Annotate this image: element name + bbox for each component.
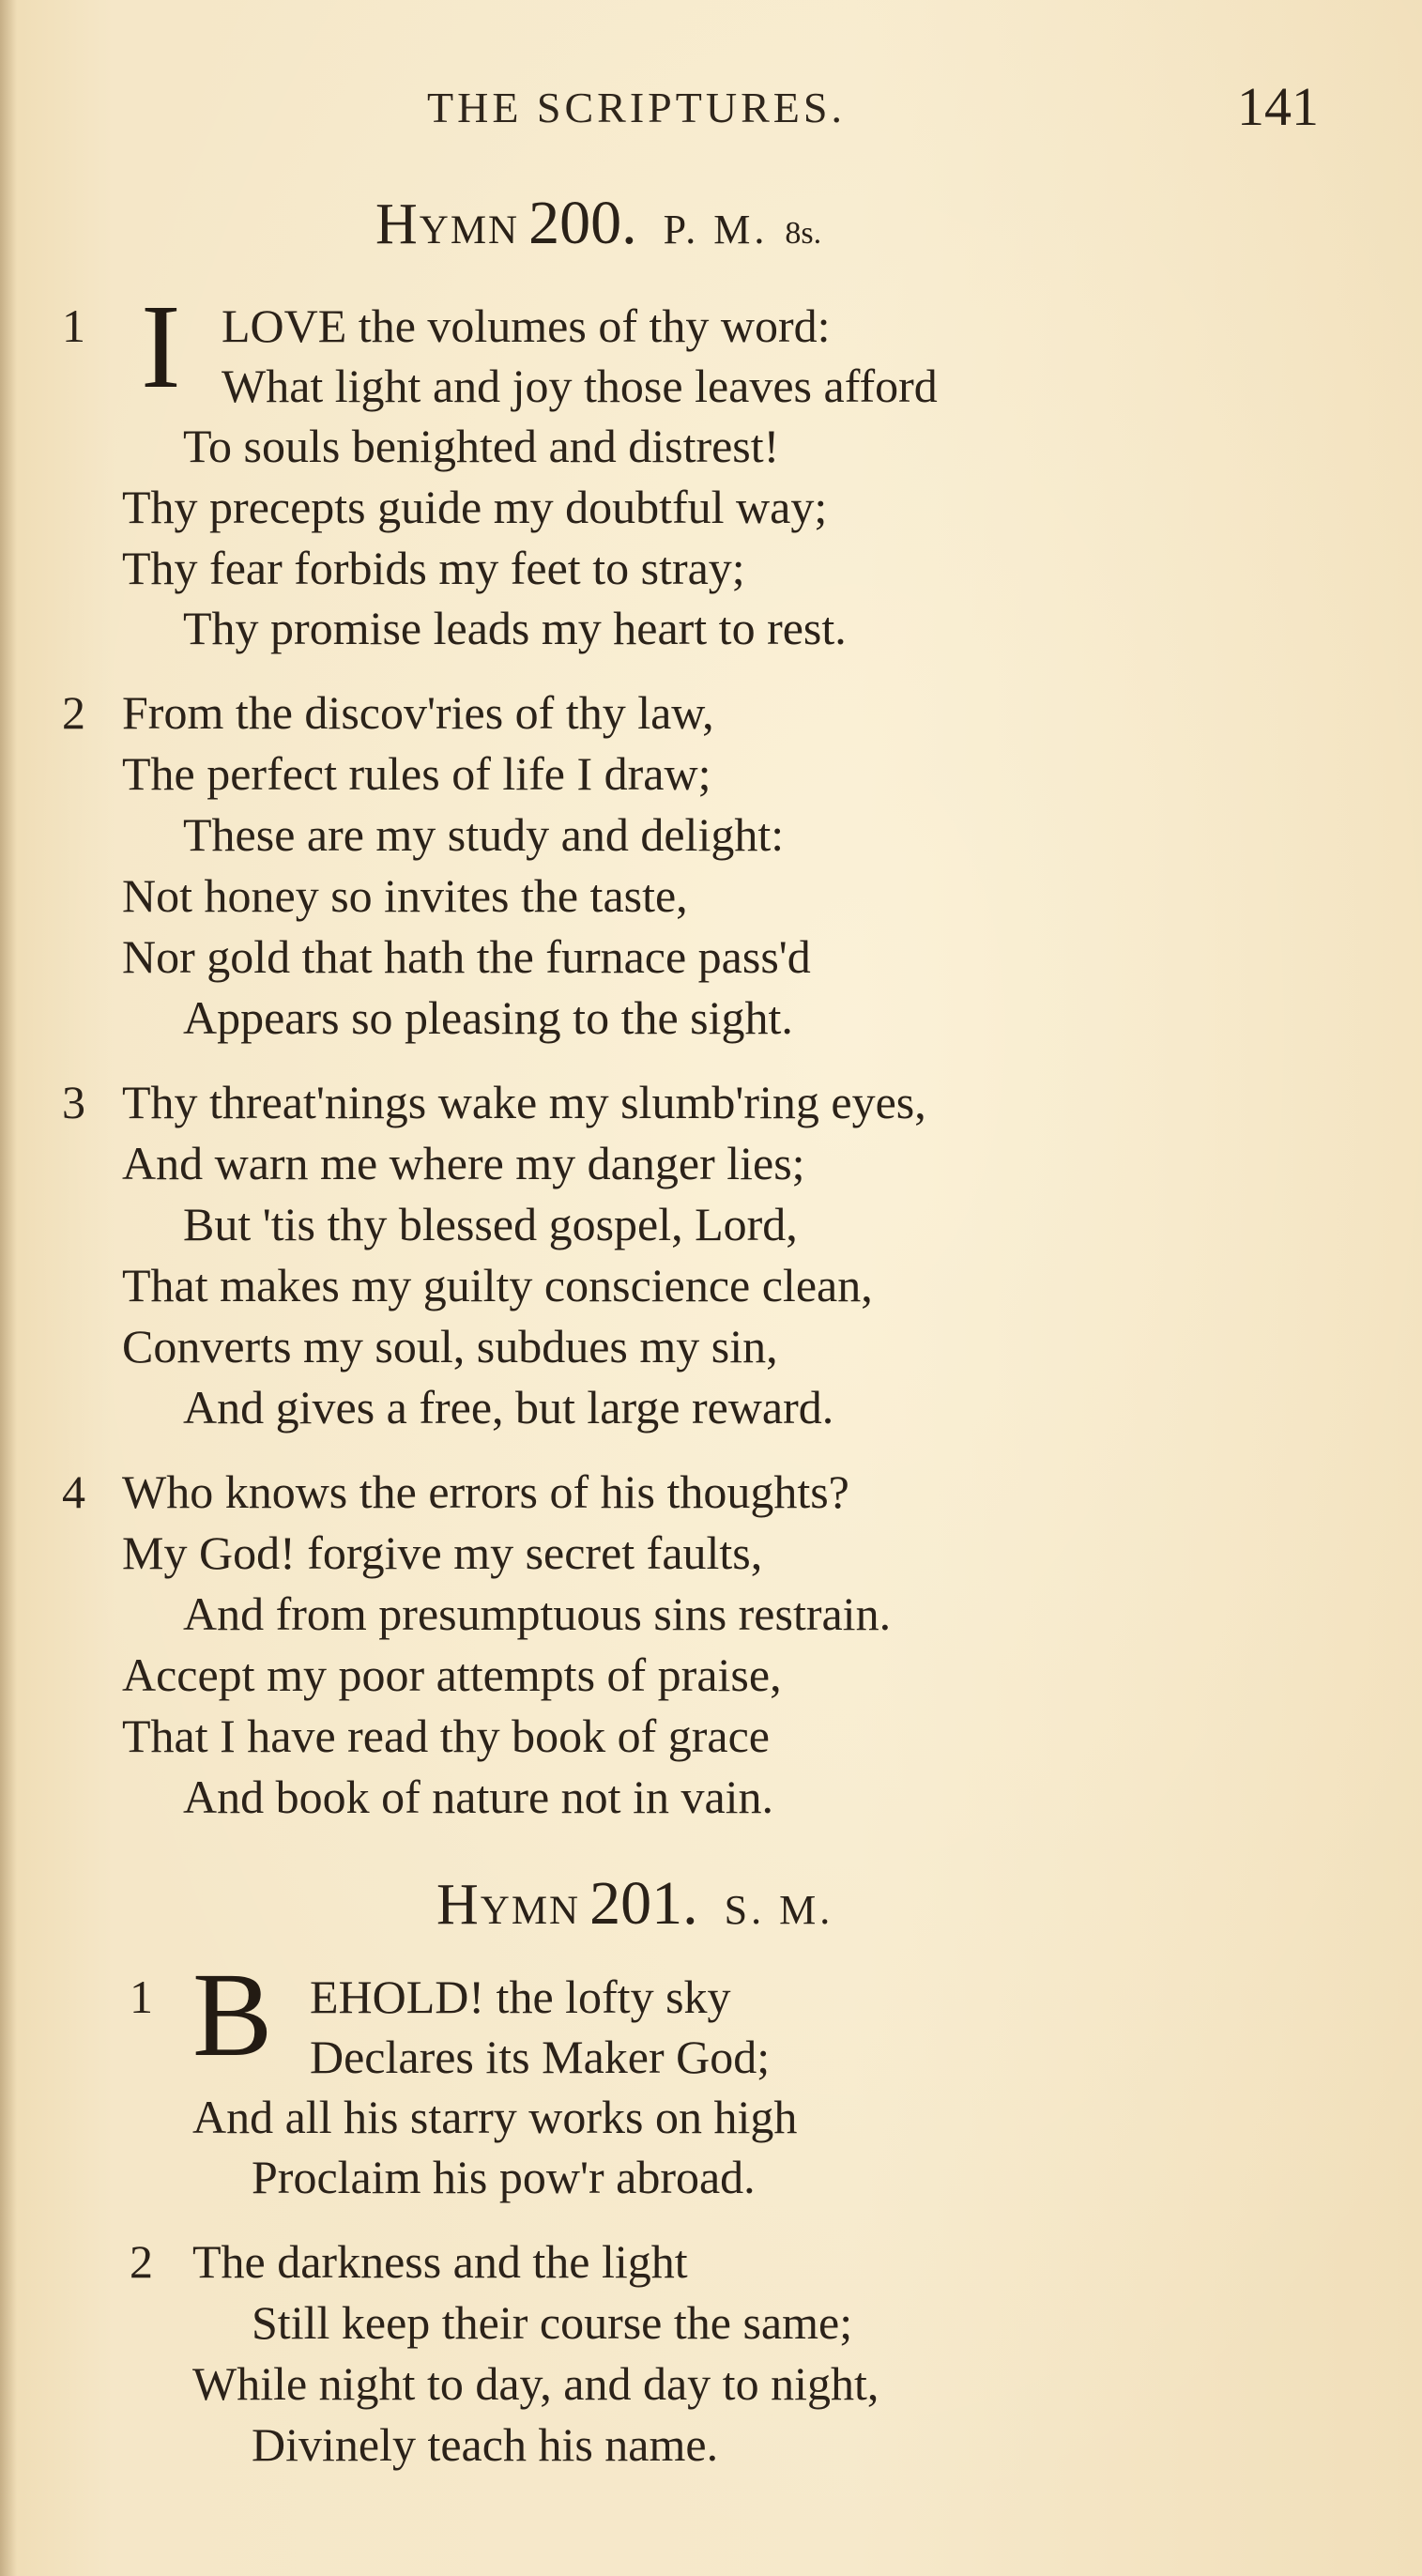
- verse-line: The darkness and the light: [192, 2235, 688, 2288]
- verse-number: 4: [62, 1465, 85, 1518]
- verse-line: That I have read thy book of grace: [122, 1710, 770, 1762]
- verse-number: 1: [130, 1970, 153, 2023]
- verse-line: Thy promise leads my heart to rest.: [183, 602, 847, 654]
- verse-number: 3: [62, 1076, 85, 1128]
- hymn-word: Hymn: [375, 192, 520, 256]
- verse-line: Thy precepts guide my doubtful way;: [122, 481, 828, 533]
- hymn-201-heading: [436, 1868, 833, 1940]
- verse-line: And from presumptuous sins restrain.: [183, 1587, 892, 1640]
- verse-line: Divinely teach his name.: [252, 2418, 719, 2471]
- hymn-number: 201.: [589, 1869, 698, 1938]
- verse-line: But 'tis thy blessed gospel, Lord,: [183, 1198, 798, 1250]
- verse-line: And gives a free, but large reward.: [183, 1381, 834, 1434]
- verse-line: Declares its Maker God;: [310, 2031, 771, 2083]
- verse-line: Who knows the errors of his thoughts?: [122, 1465, 849, 1518]
- verse-line: And all his starry works on high: [192, 2091, 798, 2143]
- hymn-meter: S. M.: [724, 1887, 834, 1933]
- verse-line: Proclaim his pow'r abroad.: [252, 2151, 756, 2203]
- verse-line: My God! forgive my secret faults,: [122, 1526, 763, 1579]
- verse-line: From the discov'ries of thy law,: [122, 686, 714, 739]
- hymn-200-heading: [375, 188, 821, 259]
- verse-line: Accept my poor attempts of praise,: [122, 1648, 782, 1701]
- verse-line: Still keep their course the same;: [252, 2296, 853, 2349]
- verse-line: EHOLD! the lofty sky: [310, 1970, 731, 2023]
- verse-line: Nor gold that hath the furnace pass'd: [122, 930, 811, 983]
- verse-line: Thy fear forbids my feet to stray;: [122, 542, 745, 594]
- verse-line: LOVE the volumes of thy word:: [222, 299, 831, 352]
- verse-line: Converts my soul, subdues my sin,: [122, 1320, 778, 1372]
- verse-line: Thy threat'nings wake my slumb'ring eyes,: [122, 1076, 926, 1128]
- hymn-meter: P. M.: [663, 207, 769, 253]
- verse-number: 2: [62, 686, 85, 739]
- verse-line: What light and joy those leaves afford: [222, 360, 938, 412]
- verse-line: While night to day, and day to night,: [192, 2357, 879, 2410]
- verse-line: The perfect rules of life I draw;: [122, 747, 711, 800]
- hymn-word: Hymn: [436, 1873, 581, 1937]
- drop-cap: I: [141, 280, 181, 413]
- verse-line: To souls benighted and distrest!: [183, 420, 780, 472]
- page-number: 141: [1237, 76, 1319, 137]
- verse-line: That makes my guilty conscience clean,: [122, 1259, 873, 1311]
- running-title: THE SCRIPTURES.: [427, 84, 846, 131]
- verse-line: And book of nature not in vain.: [183, 1771, 774, 1823]
- hymn-meter-detail: 8s.: [785, 216, 822, 251]
- verse-number: 1: [62, 299, 85, 352]
- verse-line: Not honey so invites the taste,: [122, 869, 688, 922]
- verse-line: And warn me where my danger lies;: [122, 1137, 805, 1189]
- verse-number: 2: [130, 2235, 153, 2288]
- hymn-number: 200.: [528, 189, 637, 257]
- drop-cap: B: [192, 1948, 273, 2081]
- spine-shadow: [0, 0, 17, 2576]
- verse-line: Appears so pleasing to the sight.: [183, 991, 793, 1044]
- verse-line: These are my study and delight:: [183, 808, 785, 861]
